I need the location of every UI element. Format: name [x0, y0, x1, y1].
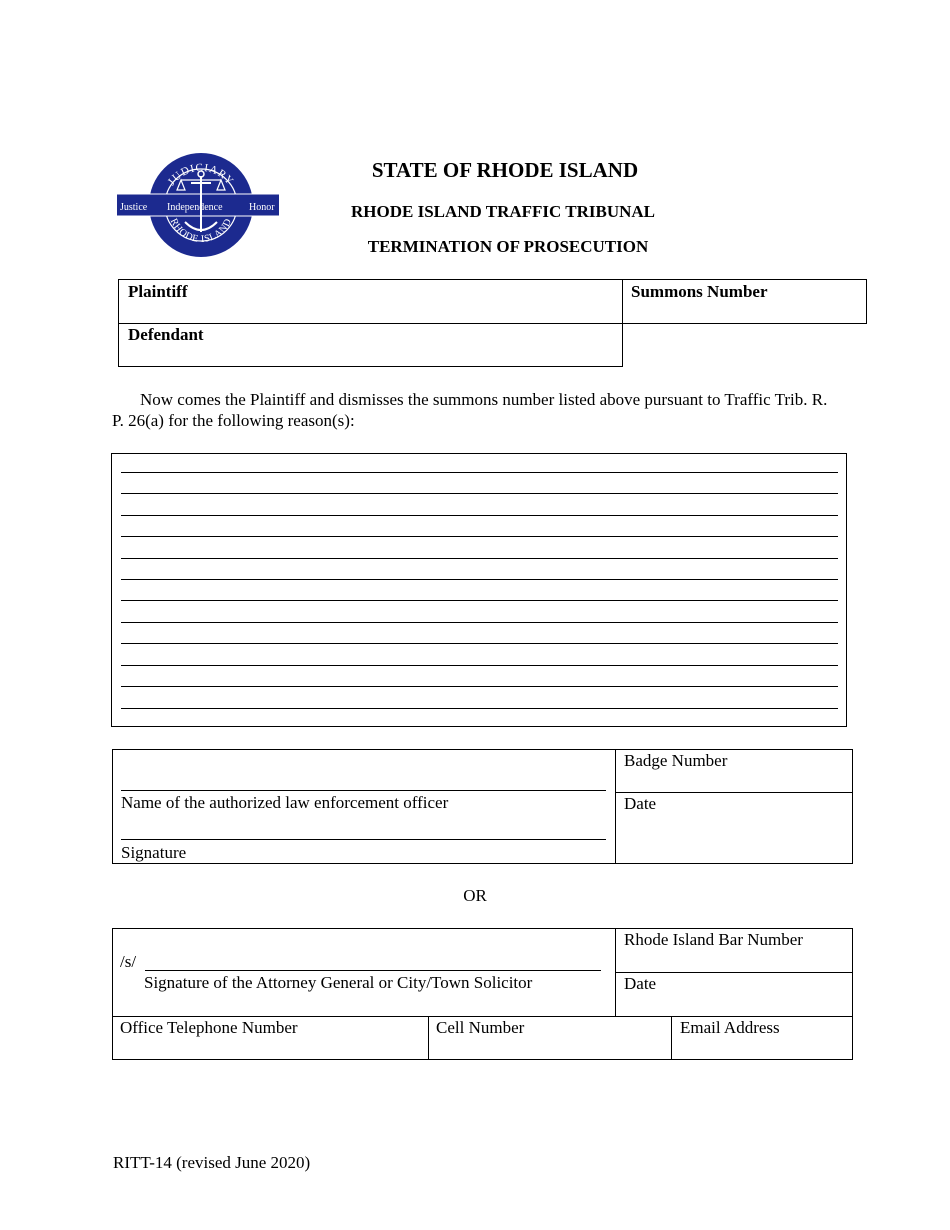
plaintiff-cell[interactable]: [118, 279, 623, 324]
form-title: TERMINATION OF PROSECUTION: [367, 237, 649, 256]
reason-line[interactable]: [121, 600, 838, 601]
seal-band-center: Independence: [167, 202, 223, 213]
reason-line[interactable]: [121, 472, 838, 473]
seal-band-right: Honor: [249, 202, 275, 213]
state-heading: STATE OF RHODE ISLAND: [371, 158, 639, 182]
reason-line[interactable]: [121, 643, 838, 644]
reason-line[interactable]: [121, 686, 838, 687]
officer-signature-line[interactable]: [121, 839, 606, 840]
reason-line[interactable]: [121, 558, 838, 559]
officer-date-cell[interactable]: [615, 792, 853, 864]
reason-line[interactable]: [121, 665, 838, 666]
summons-number-cell[interactable]: [622, 279, 867, 324]
cell-number-label: Cell Number: [436, 1018, 525, 1037]
reasons-box[interactable]: [111, 453, 847, 727]
plaintiff-label: Plaintiff: [128, 282, 188, 301]
dismissal-statement: Now comes the Plaintiff and dismisses the summons number listed above pursuant to Traffic Trib. R. P. 26(a) for the following reason(s):: [112, 390, 828, 430]
officer-name-line[interactable]: [121, 790, 606, 791]
seal-band-left: Justice: [120, 202, 148, 213]
reason-line[interactable]: [121, 579, 838, 580]
defendant-cell[interactable]: [118, 323, 623, 367]
seal-bottom-text: RHODE ISLAND: [167, 216, 235, 246]
tribunal-heading: RHODE ISLAND TRAFFIC TRIBUNAL: [350, 202, 655, 221]
badge-number-label: Badge Number: [624, 751, 728, 770]
summons-number-label: Summons Number: [631, 282, 768, 301]
seal-top-text: JUDICIARY: [165, 161, 237, 188]
office-telephone-label: Office Telephone Number: [120, 1018, 298, 1037]
attorney-signature-line[interactable]: [145, 970, 601, 971]
bar-number-cell[interactable]: [615, 928, 853, 973]
reason-line[interactable]: [121, 536, 838, 537]
reason-line[interactable]: [121, 708, 838, 709]
reason-line[interactable]: [121, 493, 838, 494]
form-number-footer: RITT-14 (revised June 2020): [113, 1153, 311, 1172]
defendant-label: Defendant: [128, 325, 204, 344]
email-address-label: Email Address: [680, 1018, 780, 1037]
officer-name-label: Name of the authorized law enforcement officer: [121, 793, 449, 812]
attorney-s-prefix: /s/: [120, 952, 137, 971]
attorney-date-label: Date: [624, 974, 657, 993]
officer-signature-label: Signature: [121, 843, 187, 862]
officer-date-label: Date: [624, 794, 657, 813]
reason-line[interactable]: [121, 515, 838, 516]
attorney-signature-cell: [112, 928, 616, 1017]
attorney-signature-label: Signature of the Attorney General or City/Town Solicitor: [144, 973, 533, 992]
email-address-cell[interactable]: [671, 1016, 853, 1060]
cell-number-cell[interactable]: [428, 1016, 672, 1060]
badge-number-cell[interactable]: [615, 749, 853, 793]
bar-number-label: Rhode Island Bar Number: [624, 930, 803, 949]
reason-line[interactable]: [121, 622, 838, 623]
officer-signature-cell: [112, 749, 616, 864]
office-telephone-cell[interactable]: [112, 1016, 429, 1060]
attorney-date-cell[interactable]: [615, 972, 853, 1017]
or-separator: OR: [463, 886, 487, 905]
